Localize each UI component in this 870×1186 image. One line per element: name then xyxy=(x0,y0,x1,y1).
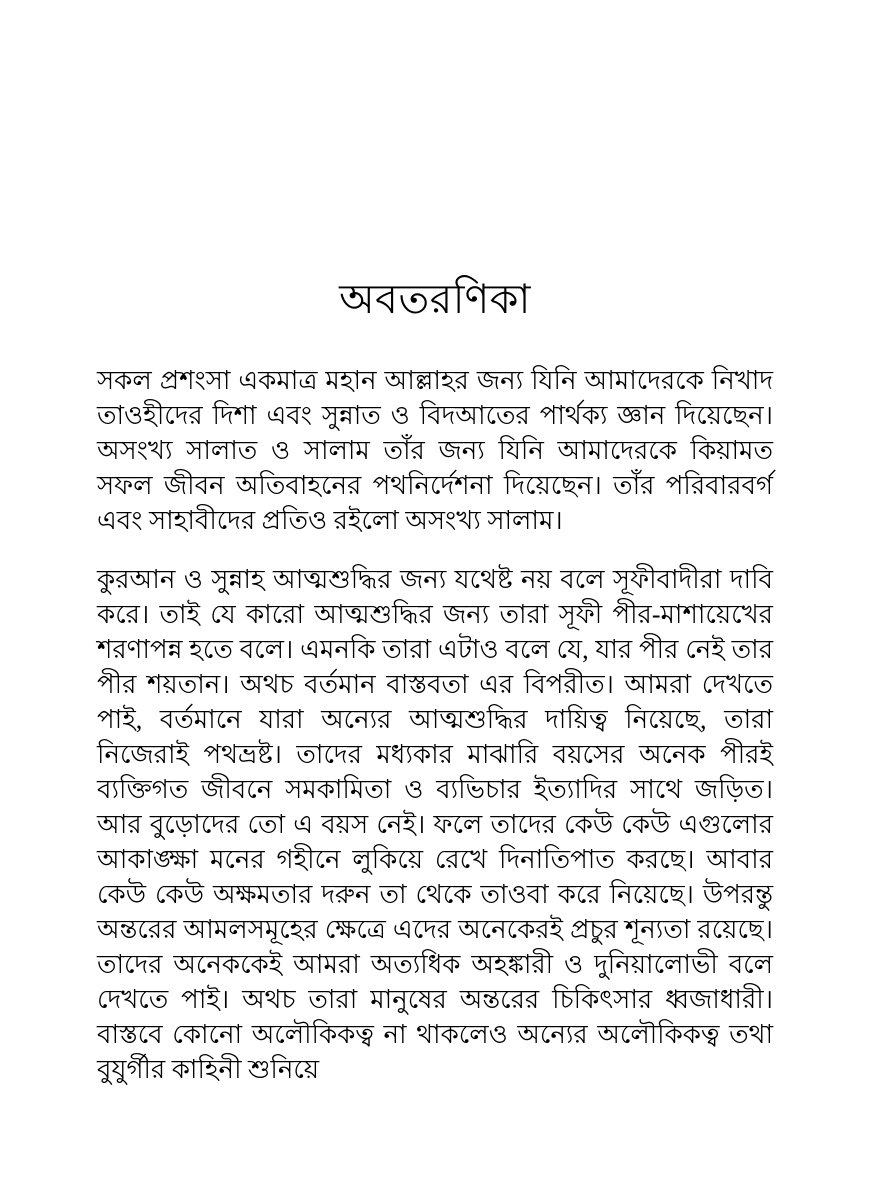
body-text xyxy=(97,363,773,1087)
paragraph-1: সকল প্রশংসা একমাত্র মহান আল্লাহর জন্য যিনি আমাদেরকে নিখাদ তাওহীদের দিশা এবং সুন্নাত ও বিদআতের পার্থক্য জ্ঞান দিয়েছেন। অসংখ্য সালাত ও সালাম তাঁর জন্য যিনি আমাদেরকে কিয়ামত সফল জীবন অতিবাহনের পথনির্দেশনা দিয়েছেন। তাঁর পরিবারবর্গ এবং সাহাবীদের প্রতিও রইলো অসংখ্য সালাম। xyxy=(97,366,773,536)
paragraph-2: কুরআন ও সুন্নাহ আত্মশুদ্ধির জন্য যথেষ্ট নয় বলে সূফীবাদীরা দাবি করে। তাই যে কারো আত্মশুদ্ধির জন্য তারা সূফী পীর-মাশায়েখের শরণাপন্ন হতে বলে। এমনকি তারা এটাও বলে যে, যার পীর নেই তার পীর শয়তান। অথচ বর্তমান বাস্তবতা এর বিপরীত। আমরা দেখতে পাই, বর্তমানে যারা অন্যের আত্মশুদ্ধির দায়িত্ব নিয়েছে, তারা নিজেরাই পথভ্রষ্ট। তাদের মধ্যকার মাঝারি বয়সের অনেক পীরই ব্যক্তিগত জীবনে সমকামিতা ও ব্যভিচার ইত্যাদির সাথে জড়িত। আর বুড়োদের তো এ বয়স নেই। ফলে তাদের কেউ কেউ এগুলোর আকাঙ্ক্ষা মনের গহীনে লুকিয়ে রেখে দিনাতিপাত করছে। আবার কেউ কেউ অক্ষমতার দরুন তা থেকে তাওবা করে নিয়েছে। উপরন্তু অন্তরের আমলসমূহের ক্ষেত্রে এদের অনেকেরই প্রচুর শূন্যতা রয়েছে। তাদের অনেককেই আমরা অত্যধিক অহঙ্কারী ও দুনিয়ালোভী বলে দেখতে পাই। অথচ তারা মানুষের অন্তরের চিকিৎসার ধ্বজাধারী। বাস্তবে কোনো অলৌকিকত্ব না থাকলেও অন্যের অলৌকিকত্ব তথা বুযুর্গীর কাহিনী শুনিয়ে xyxy=(97,565,773,1085)
chapter-title: অবতরণিকা xyxy=(339,276,531,322)
page-content xyxy=(97,0,773,1087)
